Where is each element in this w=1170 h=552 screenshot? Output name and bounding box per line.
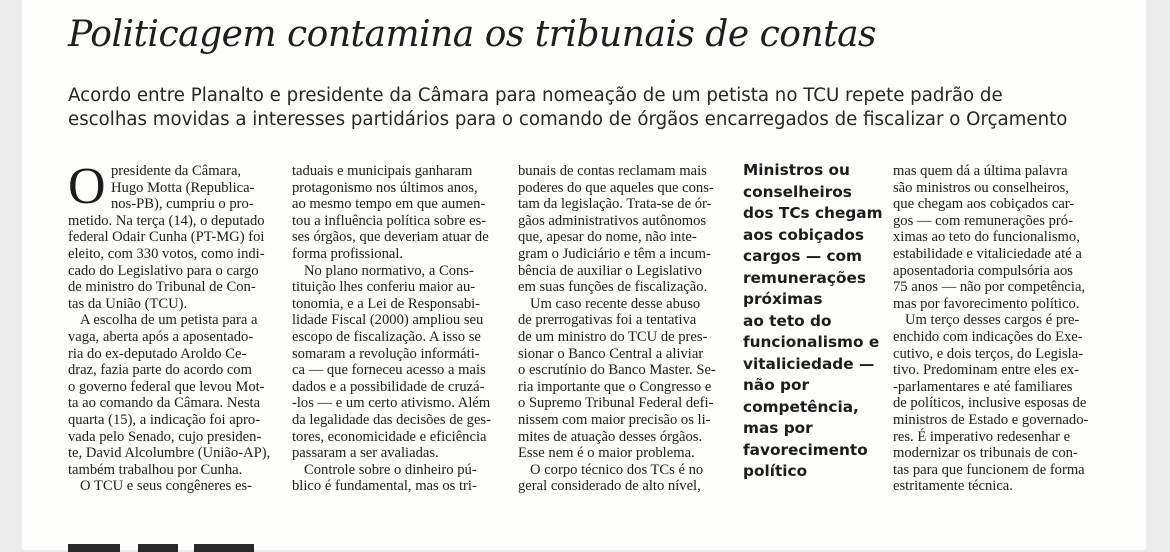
pull-quote-line: mas por — [743, 419, 813, 437]
text-line: tas da União (TCU). — [68, 295, 188, 312]
text-line: cado do Legislativo para o cargo — [68, 262, 259, 279]
text-line: No plano normativo, a Cons- — [304, 262, 474, 279]
text-line: Controle sobre o dinheiro pú- — [304, 461, 477, 478]
pull-quote-line: vitaliciedade — — [743, 354, 875, 373]
text-line: bência de auxiliar o Legislativo — [518, 262, 702, 279]
pull-quote-line: não por — [743, 376, 810, 394]
text-line: passaram a ser avaliadas. — [292, 445, 439, 462]
text-line: escopo de fiscalização. A isso se — [292, 328, 481, 345]
text-line: ca — que forneceu acesso a mais — [292, 362, 486, 379]
text-line: tituição lhes conferiu maior au- — [292, 279, 476, 296]
text-line: forma profissional. — [292, 245, 404, 262]
text-line: taduais e municipais ganharam — [292, 163, 473, 179]
text-line: de políticos, inclusive esposas de — [893, 395, 1087, 412]
text-line: ses órgãos, que deveriam atuar de — [292, 229, 489, 246]
text-line: O corpo técnico dos TCs é no — [530, 461, 704, 478]
text-line: ximas ao teto do funcionalismo, — [893, 229, 1080, 246]
text-line: modernizar os tribunais de con- — [893, 445, 1078, 462]
text-line: tonomia, e a Lei de Responsabi- — [292, 295, 481, 312]
pull-quote-line: remunerações — [743, 268, 866, 287]
text-line: O TCU e seus congêneres es- — [80, 478, 252, 495]
article-column-1 — [68, 158, 278, 495]
text-line: tam da legislação. Trata-se de ór- — [518, 196, 712, 213]
text-line: o Supremo Tribunal Federal defi- — [518, 395, 714, 412]
text-line: de um ministro do TCU de pres- — [518, 328, 708, 345]
text-line: te, David Alcolumbre (União-AP), — [68, 445, 271, 462]
text-line: tas para que funcionem de forma — [893, 461, 1085, 478]
text-line: protagonismo nos últimos anos, — [292, 179, 478, 196]
text-line: o escrutínio do Banco Master. Se- — [518, 362, 716, 379]
pull-quote-line: dos TCs chegam — [743, 204, 883, 222]
text-line: -parlamentares e até familiares — [893, 378, 1073, 395]
pull-quote-line: favorecimento — [743, 440, 868, 459]
text-line: sionar o Banco Central a aliviar — [518, 345, 704, 362]
text-line: também trabalhou por Cunha. — [68, 461, 243, 478]
text-line: o governo federal que levou Mot- — [68, 378, 265, 395]
text-line: estritamente técnica. — [893, 478, 1013, 495]
text-line: nissem com maior precisão os li- — [518, 411, 711, 428]
text-line: vaga, aberta após a aposentado- — [68, 328, 254, 345]
text-line: federal Odair Cunha (PT-MG) foi — [68, 229, 265, 246]
text-line: ta ao comando da Câmara. Nesta — [68, 395, 261, 412]
text-line: poderes do que aqueles que cons- — [518, 179, 714, 196]
text-line: são ministros ou conselheiros, — [893, 179, 1069, 196]
article-column-4 — [893, 163, 1103, 495]
drop-cap: O — [68, 158, 106, 215]
text-line: de ministro do Tribunal de Con- — [68, 279, 256, 296]
subtitle — [68, 84, 1108, 132]
text-line: Um terço desses cargos é pre- — [905, 312, 1080, 329]
pull-quote-line: conselheiros — [743, 182, 852, 201]
text-line: lidade Fiscal (2000) ampliou seu — [292, 312, 484, 329]
pull-quote-line: funcionalismo e — [743, 333, 880, 351]
text-line: estabilidade e vitaliciedade até a — [893, 245, 1082, 262]
text-line: ria do ex-deputado Aroldo Ce- — [68, 345, 247, 362]
pull-quote-line: cargos — com — [743, 247, 862, 265]
text-line: bunais de contas reclamam mais — [518, 163, 707, 179]
text-line: blico é fundamental, mas os tri- — [292, 478, 477, 495]
text-line: que, apesar do nome, não inte- — [518, 229, 697, 246]
text-line: quarta (15), a indicação foi apro- — [68, 411, 261, 428]
text-line: presidente da Câmara, — [111, 163, 242, 179]
article-column-2 — [292, 163, 504, 495]
text-line: 75 anos — não por competência, — [893, 279, 1086, 296]
article-column-3 — [518, 163, 728, 495]
text-line: ria importante que o Congresso e — [518, 378, 712, 395]
text-line: tou a influência política sobre es- — [292, 212, 487, 229]
pull-quote-line: aos cobiçados — [743, 225, 864, 244]
pull-quote-line: Ministros ou — [743, 161, 850, 179]
text-line: eleito, com 330 votos, como indi- — [68, 245, 265, 262]
text-line: da legalidade das decisões de ges- — [292, 411, 491, 428]
text-line: vada pelo Senado, cujo presiden- — [68, 428, 262, 445]
text-line: mas quem dá a última palavra — [893, 163, 1068, 179]
text-line: em suas funções de fiscalização. — [518, 279, 708, 296]
pull-quote-line: competência, — [743, 397, 859, 416]
text-line: draz, fazia parte do acordo com — [68, 362, 252, 379]
text-line: dados e a possibilidade de cruzá- — [292, 378, 485, 395]
pull-quote-line: próximas — [743, 290, 823, 308]
text-line: metido. Na terça (14), o deputado — [68, 212, 265, 229]
text-line: res. É imperativo redesenhar e — [893, 428, 1071, 445]
text-line: tivo. Predominam entre eles ex- — [893, 362, 1080, 379]
text-line: mas por favorecimento político. — [893, 295, 1080, 312]
subtitle-line: escolhas movidas a interesses partidários para o comando de órgãos encarregados de fiscalizar o Orçamento — [68, 109, 1068, 130]
text-line: Hugo Motta (Republica- — [111, 179, 255, 196]
text-line: cutivo, e dois terços, do Legisla- — [893, 345, 1084, 362]
text-line: ministros de Estado e governado- — [893, 411, 1089, 428]
text-line: gãos administrativos autônomos — [518, 212, 707, 229]
text-line: gram o Judiciário e têm a incum- — [518, 245, 711, 262]
pull-quote — [743, 160, 883, 483]
text-line: mites de atuação desses órgãos. — [518, 428, 703, 445]
text-line: -los — e um certo ativismo. Além — [292, 395, 491, 412]
text-line: que chegam aos cobiçados car- — [893, 196, 1075, 213]
text-line: A escolha de um petista para a — [80, 312, 258, 329]
pull-quote-line: ao teto do — [743, 311, 832, 330]
text-line: de prerrogativas foi a tentativa — [518, 312, 697, 329]
text-line: Um caso recente desse abuso — [530, 295, 701, 312]
text-line: Esse nem é o maior problema. — [518, 445, 695, 462]
subtitle-line: Acordo entre Planalto e presidente da Câmara para nomeação de um petista no TCU repete padrão de — [68, 85, 1003, 106]
pull-quote-line: político — [743, 462, 808, 480]
text-line: nos-PB), cumpriu o pro- — [111, 196, 254, 213]
text-line: tores, economicidade e eficiência — [292, 428, 487, 445]
text-line: somaram a revolução informáti- — [292, 345, 480, 362]
text-line: geral considerado de alto nível, — [518, 478, 701, 495]
text-line: aposentadoria compulsória aos — [893, 262, 1073, 279]
text-line: ao mesmo tempo em que aumen- — [292, 196, 486, 213]
text-line: gos — com remunerações pró- — [893, 212, 1073, 229]
text-line: enchido com indicações do Exe- — [893, 328, 1083, 345]
headline: Politicagem contamina os tribunais de contas — [68, 14, 877, 55]
